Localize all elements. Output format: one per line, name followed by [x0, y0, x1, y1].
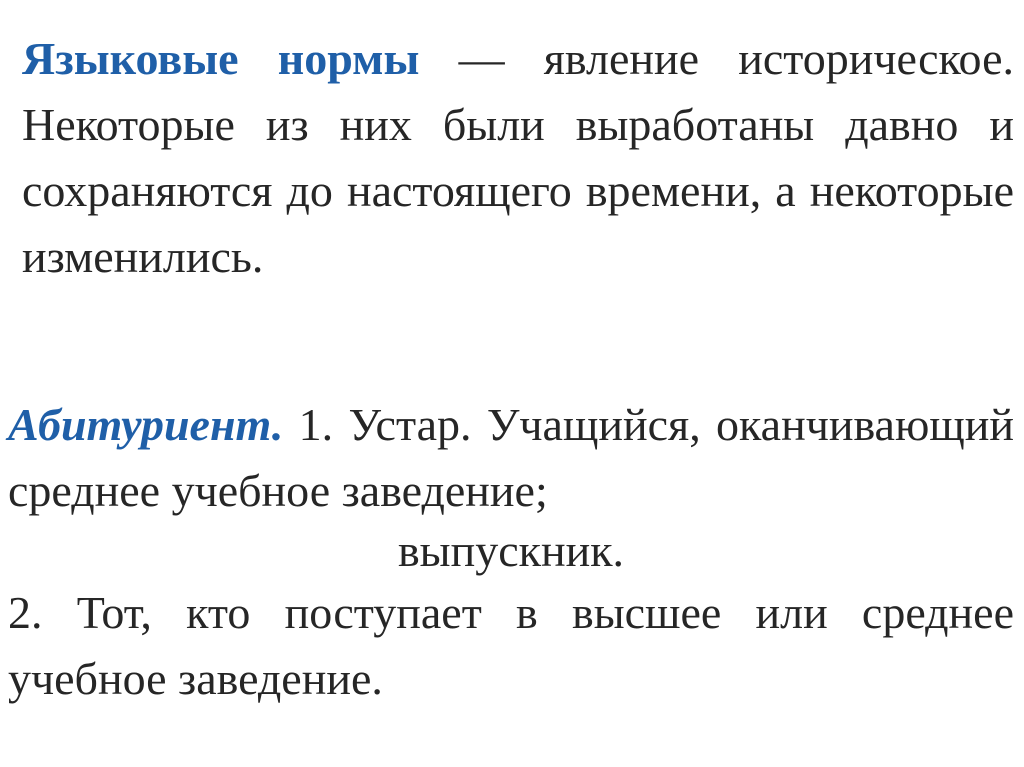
term-entrant: Абитуриент.: [8, 399, 284, 450]
paragraph-language-norms: [22, 26, 1014, 290]
paragraph-entrant-text: 1. Устар. Учащийся, оканчивающий среднее учебное заведение;: [8, 399, 1014, 516]
paragraph-entrant-definition-1: [8, 392, 1014, 524]
paragraph-entrant-definition-2: 2. Тот, кто поступает в высшее или среднее учебное заведение.: [8, 587, 1014, 704]
paragraph-language-norms-text: — явление историческое. Некоторые из них были выработаны давно и сохраняются до настоящего времени, а некоторые изменились.: [22, 33, 1014, 282]
paragraph-entrant-graduate: выпускник.: [397, 525, 625, 576]
term-language-norms: Языковые нормы: [22, 33, 420, 84]
